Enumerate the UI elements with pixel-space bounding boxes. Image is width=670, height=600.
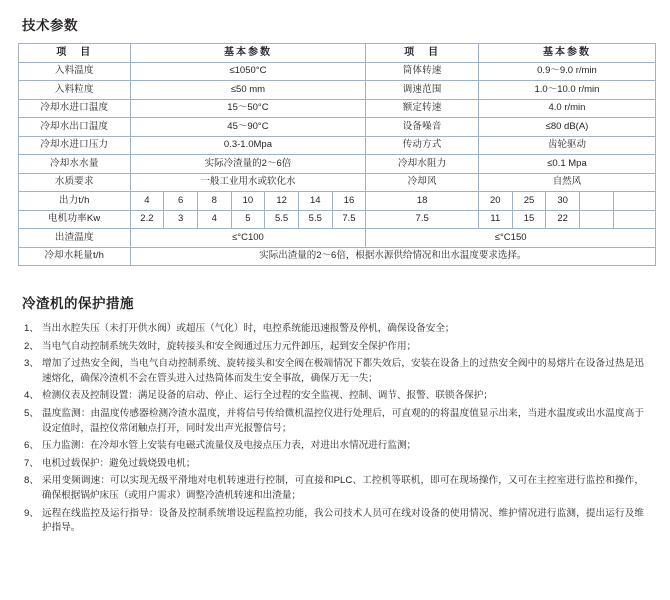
row-label: 出力t/h xyxy=(19,192,131,211)
list-item-number: 7、 xyxy=(24,457,39,469)
out-value-empty xyxy=(579,192,613,211)
list-item-number: 3、 xyxy=(24,358,39,370)
list-item xyxy=(24,507,644,536)
out-value: 6 xyxy=(164,192,198,211)
slag-temp-right: ≤°C150 xyxy=(366,229,656,248)
header-cell-param-left: 基本参数 xyxy=(130,44,366,63)
row-value: 1.0～10.0 r/min xyxy=(478,81,655,100)
row-label: 冷却水进口温度 xyxy=(19,99,131,118)
row-value: ≤50 mm xyxy=(130,81,366,100)
table-row xyxy=(19,62,656,81)
row-label: 设备噪音 xyxy=(366,118,479,137)
table-row-output xyxy=(19,192,656,211)
list-item xyxy=(24,474,644,503)
out-value: 20 xyxy=(478,192,512,211)
row-value: 0.9～9.0 r/min xyxy=(478,62,655,81)
row-label: 冷却水耗量t/h xyxy=(19,247,131,266)
out-value: 30 xyxy=(546,192,580,211)
out-value: 4 xyxy=(130,192,164,211)
table-row xyxy=(19,81,656,100)
list-item-text: 当出水腔失压（未打开供水阀）或超压（气化）时，电控系统能迅速报警及停机，确保设备安全； xyxy=(42,323,455,334)
power-value-empty2 xyxy=(613,210,655,229)
power-value: 7.5 xyxy=(366,210,479,229)
table-row xyxy=(19,155,656,174)
row-value: 自然风 xyxy=(478,173,655,192)
row-label: 冷却水水量 xyxy=(19,155,131,174)
list-item-text: 电机过载保护：避免过载烧毁电机； xyxy=(42,457,196,469)
out-value: 25 xyxy=(512,192,546,211)
list-item xyxy=(24,322,644,337)
table-header-row xyxy=(19,44,656,63)
page-title: 技术参数 xyxy=(22,18,78,33)
power-value: 5.5 xyxy=(298,210,332,229)
row-value: ≤80 dB(A) xyxy=(478,118,655,137)
row-value: 0.3-1.0Mpa xyxy=(130,136,366,155)
list-item xyxy=(24,457,644,472)
table-row xyxy=(19,136,656,155)
list-item-number: 9、 xyxy=(24,507,39,519)
row-label: 水质要求 xyxy=(19,173,131,192)
power-value: 5 xyxy=(231,210,265,229)
header-cell-item-left: 项 目 xyxy=(19,44,131,63)
row-label: 入料温度 xyxy=(19,62,131,81)
list-item xyxy=(24,407,644,436)
list-item xyxy=(24,357,644,386)
out-value: 12 xyxy=(265,192,299,211)
power-value-empty xyxy=(579,210,613,229)
row-label: 调速范围 xyxy=(366,81,479,100)
power-value: 4 xyxy=(197,210,231,229)
out-value: 8 xyxy=(197,192,231,211)
header-cell-item-right: 项 目 xyxy=(366,44,479,63)
list-item xyxy=(24,439,644,454)
list-item-text: 远程在线监控及运行指导：设备及控制系统增设远程监控功能，我公司技术人员可在线对设备的使用情况、维护情况进行监测，提出运行及维护指导。 xyxy=(42,507,644,534)
table-row xyxy=(19,99,656,118)
row-value: 15～50°C xyxy=(130,99,366,118)
row-label: 电机功率Kw xyxy=(19,210,131,229)
list-item-number: 2、 xyxy=(24,340,39,352)
row-label: 传动方式 xyxy=(366,136,479,155)
power-value: 15 xyxy=(512,210,546,229)
power-value: 11 xyxy=(478,210,512,229)
power-value: 7.5 xyxy=(332,210,366,229)
table-row-slag-temp xyxy=(19,229,656,248)
row-value: ≤0.1 Mpa xyxy=(478,155,655,174)
table-row xyxy=(19,118,656,137)
list-item-text: 当电气自动控制系统失效时，旋转接头和安全阀通过压力元件卸压，起到安全保护作用； xyxy=(42,340,417,352)
list-item-number: 8、 xyxy=(24,475,39,487)
row-label: 冷却水阻力 xyxy=(366,155,479,174)
list-item xyxy=(24,340,644,355)
header-cell-param-right: 基本参数 xyxy=(478,44,655,63)
out-value-empty2 xyxy=(613,192,655,211)
list-item-number: 6、 xyxy=(24,440,39,452)
row-label: 筒体转速 xyxy=(366,62,479,81)
row-label: 额定转速 xyxy=(366,99,479,118)
row-label: 冷却水进口压力 xyxy=(19,136,131,155)
protection-title: 冷渣机的保护措施 xyxy=(22,296,134,311)
table-row-water xyxy=(19,247,656,266)
power-value: 5.5 xyxy=(265,210,299,229)
table-row-power xyxy=(19,210,656,229)
row-value: ≤1050°C xyxy=(130,62,366,81)
list-item-number: 1、 xyxy=(24,323,39,334)
list-item-text: 检测仪表及控制设置：满足设备的启动、停止、运行全过程的安全监视、控制、调节、报警、联锁各保护； xyxy=(42,390,493,402)
slag-temp-left: ≤°C100 xyxy=(130,229,366,248)
power-value: 2.2 xyxy=(130,210,164,229)
row-label: 冷却风 xyxy=(366,173,479,192)
row-value: 4.0 r/min xyxy=(478,99,655,118)
row-value: 一般工业用水或软化水 xyxy=(130,173,366,192)
list-item-number: 5、 xyxy=(24,407,39,419)
out-value: 14 xyxy=(298,192,332,211)
out-value: 10 xyxy=(231,192,265,211)
list-item-text: 增加了过热安全阀，当电气自动控制系统、旋转接头和安全阀在极端情况下都失效后，安装在设备上的过热安全阀中的易熔片在设备过热是迅速熔化，确保冷渣机不会在管头进入过热筒体而发生安全事故，确保万无一失； xyxy=(42,358,644,384)
water-value: 实际出渣量的2～6倍，根据水源供给情况和出水温度要求选择。 xyxy=(130,247,655,266)
out-value: 18 xyxy=(366,192,479,211)
row-label: 冷却水出口温度 xyxy=(19,118,131,137)
list-item-number: 4、 xyxy=(24,390,39,402)
power-value: 22 xyxy=(546,210,580,229)
table-row xyxy=(19,173,656,192)
list-item xyxy=(24,389,644,404)
power-value: 3 xyxy=(164,210,198,229)
row-label: 入料粒度 xyxy=(19,81,131,100)
list-item-text: 采用变频调速：可以实现无级平滑地对电机转速进行控制，可直接和PLC、工控机等联机，即可在现场操作，又可在主控室进行监控和操作，确保根据锅炉床压（或用户需求）调整冷渣机转速和出渣量； xyxy=(42,475,644,501)
row-value: 45～90°C xyxy=(130,118,366,137)
spec-table xyxy=(18,43,656,266)
row-label: 出渣温度 xyxy=(19,229,131,248)
list-item-text: 压力监测：在冷却水管上安装有电磁式流量仪及电接点压力表，对进出水情况进行监测； xyxy=(42,440,417,452)
list-item-text: 温度监测：由温度传感器检测冷渣水温度，并将信号传给微机温控仪进行处理后，可直观的的将温度值显示出来，当进水温度或出水温度高于设定值时，温控仪常闭触点打开，同时发出声光报警信号； xyxy=(42,407,644,434)
row-value: 实际冷渣量的2～6倍 xyxy=(130,155,366,174)
out-value: 16 xyxy=(332,192,366,211)
protection-list xyxy=(16,322,654,536)
row-value: 齿轮驱动 xyxy=(478,136,655,155)
